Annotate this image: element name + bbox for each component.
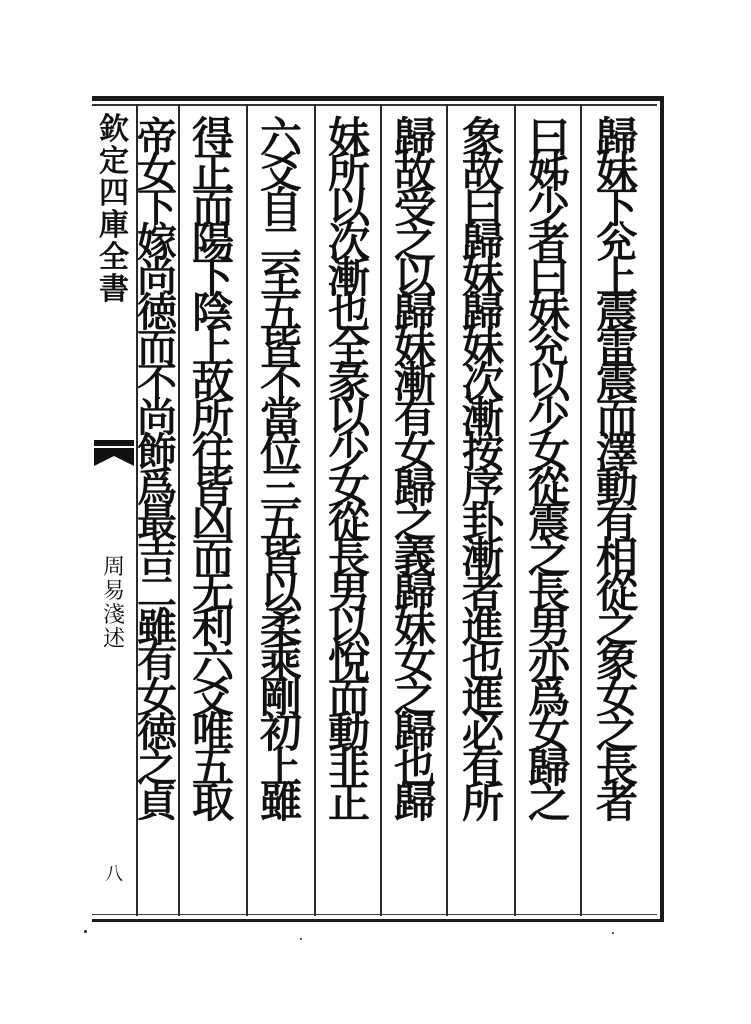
column-char: 不 <box>259 358 302 407</box>
column-char: 而 <box>191 533 234 582</box>
column-char: 男 <box>527 603 570 652</box>
column-char: 動 <box>327 708 370 757</box>
column-char: 三 <box>259 463 302 512</box>
column-char: 次 <box>327 218 370 267</box>
column-char: 爲 <box>527 673 570 722</box>
column-char: 得 <box>191 113 234 162</box>
column-char: 女 <box>393 638 436 687</box>
column-char: 妹 <box>393 323 436 372</box>
column-char: 以 <box>259 568 302 617</box>
column-char: 故 <box>461 148 504 197</box>
column-char: 女 <box>137 149 177 196</box>
column-char: 雷 <box>595 323 638 372</box>
column-char: 上 <box>595 253 638 302</box>
column-rule <box>380 104 382 916</box>
column-char: 歸 <box>393 708 436 757</box>
scan-speck <box>300 938 302 940</box>
column-char: 歸 <box>393 463 436 512</box>
column-char: 當 <box>259 393 302 442</box>
fishtail-mark-icon <box>94 440 134 474</box>
text-column-5 <box>320 113 378 920</box>
margin-collection-title <box>92 114 136 306</box>
column-char: 之 <box>595 603 638 652</box>
column-char: 有 <box>461 743 504 792</box>
column-char: 有 <box>137 639 177 686</box>
column-char: 妹 <box>461 323 504 372</box>
text-column-4 <box>386 113 444 920</box>
column-char: 長 <box>327 533 370 582</box>
column-char: 以 <box>393 253 436 302</box>
column-char: 必 <box>461 708 504 757</box>
column-rule <box>514 104 516 916</box>
column-char: 吉 <box>137 534 177 581</box>
scan-speck <box>84 930 87 933</box>
column-char: 乘 <box>259 638 302 687</box>
column-char: 女 <box>527 708 570 757</box>
text-column-8 <box>136 114 178 920</box>
column-char: 歸 <box>461 288 504 337</box>
margin-title-char: 欽 <box>99 112 129 147</box>
column-char: 象 <box>595 638 638 687</box>
margin-title-char: 書 <box>99 272 129 307</box>
text-column-3 <box>454 113 512 920</box>
column-char: 女 <box>595 673 638 722</box>
column-char: 皆 <box>259 533 302 582</box>
column-char: 者 <box>527 218 570 267</box>
column-char: 帝 <box>137 114 177 161</box>
column-char: 也 <box>327 288 370 337</box>
column-char: 陰 <box>191 288 234 337</box>
column-char: 少 <box>527 183 570 232</box>
margin-title-char: 庫 <box>99 208 129 243</box>
column-char: 正 <box>191 148 234 197</box>
column-char: 下 <box>595 183 638 232</box>
column-char: 初 <box>259 708 302 757</box>
column-char: 曰 <box>461 183 504 232</box>
column-char: 不 <box>137 359 177 406</box>
column-char: 非 <box>327 743 370 792</box>
column-char: 皆 <box>259 323 302 372</box>
column-char: 次 <box>461 358 504 407</box>
column-char: 姊 <box>527 148 570 197</box>
margin-book-title <box>92 556 136 652</box>
margin-page-number: 八 <box>105 864 123 885</box>
column-char: 歸 <box>595 113 638 162</box>
column-char: 下 <box>137 184 177 231</box>
column-char: 所 <box>327 148 370 197</box>
column-char: 妹 <box>595 148 638 197</box>
column-char: 義 <box>393 533 436 582</box>
column-char: 以 <box>527 358 570 407</box>
column-char: 以 <box>327 183 370 232</box>
column-char: 序 <box>461 463 504 512</box>
column-char: 漸 <box>461 533 504 582</box>
column-char: 下 <box>191 253 234 302</box>
column-char: 女 <box>393 428 436 477</box>
column-char: 之 <box>595 708 638 757</box>
column-char: 者 <box>461 568 504 617</box>
column-char: 之 <box>137 744 177 791</box>
column-char: 妹 <box>461 253 504 302</box>
column-char: 而 <box>327 673 370 722</box>
column-char: 六 <box>259 113 302 162</box>
column-char: 爻 <box>191 673 234 722</box>
column-char: 取 <box>191 778 234 827</box>
column-char: 妹 <box>393 603 436 652</box>
column-char: 柔 <box>259 603 302 652</box>
column-char: 嫁 <box>137 219 177 266</box>
column-char: 妹 <box>327 113 370 162</box>
column-char: 曰 <box>527 113 570 162</box>
column-char: 正 <box>327 778 370 827</box>
column-char: 有 <box>595 498 638 547</box>
column-char: 歸 <box>393 568 436 617</box>
column-char: 漸 <box>393 358 436 407</box>
column-char: 女 <box>137 674 177 721</box>
column-char: 二 <box>137 569 177 616</box>
scan-speck <box>612 932 614 934</box>
column-char: 上 <box>191 323 234 372</box>
column-char: 歸 <box>393 288 436 337</box>
column-rule <box>246 104 248 916</box>
margin-title-char: 定 <box>99 144 129 179</box>
column-char: 從 <box>327 498 370 547</box>
column-char: 有 <box>393 393 436 442</box>
column-char: 男 <box>327 568 370 617</box>
column-rule <box>446 104 448 916</box>
column-char: 雖 <box>137 604 177 651</box>
column-rule <box>580 104 582 916</box>
column-char: 受 <box>393 183 436 232</box>
text-column-2 <box>520 113 578 920</box>
column-char: 貞 <box>137 779 177 826</box>
column-char: 歸 <box>393 113 436 162</box>
column-char: 也 <box>393 743 436 792</box>
column-char: 彖 <box>327 358 370 407</box>
column-char: 自 <box>259 183 302 232</box>
text-column-1 <box>588 113 646 920</box>
column-char: 之 <box>527 778 570 827</box>
column-char: 徳 <box>137 289 177 336</box>
column-char: 兊 <box>527 323 570 372</box>
column-char: 五 <box>191 743 234 792</box>
column-char: 故 <box>393 148 436 197</box>
column-char: 女 <box>527 428 570 477</box>
column-char: 飾 <box>137 429 177 476</box>
column-char: 之 <box>393 218 436 267</box>
column-char: 徳 <box>137 709 177 756</box>
column-rule <box>178 104 180 916</box>
frame-inner-top-rule <box>92 104 657 106</box>
margin-book-char: 淺 <box>102 603 125 628</box>
column-char: 六 <box>191 638 234 687</box>
column-char: 尚 <box>137 394 177 441</box>
column-char: 五 <box>259 288 302 337</box>
column-char: 爲 <box>137 464 177 511</box>
column-char: 少 <box>527 393 570 442</box>
column-char: 歸 <box>527 743 570 792</box>
column-char: 之 <box>527 533 570 582</box>
column-char: 以 <box>327 603 370 652</box>
column-char: 象 <box>461 113 504 162</box>
column-char: 剛 <box>259 673 302 722</box>
column-char: 最 <box>137 499 177 546</box>
column-char: 皆 <box>191 463 234 512</box>
column-char: 進 <box>461 673 504 722</box>
column-char: 進 <box>461 603 504 652</box>
column-char: 卦 <box>461 498 504 547</box>
column-char: 五 <box>259 498 302 547</box>
column-char: 所 <box>461 778 504 827</box>
column-char: 者 <box>595 778 638 827</box>
column-char: 上 <box>259 743 302 792</box>
column-char: 以 <box>327 393 370 442</box>
text-column-7 <box>184 113 242 920</box>
column-char: 之 <box>393 498 436 547</box>
column-char: 尚 <box>137 254 177 301</box>
column-char: 長 <box>595 743 638 792</box>
column-char: 之 <box>393 673 436 722</box>
column-char: 漸 <box>461 393 504 442</box>
column-char: 雖 <box>259 778 302 827</box>
column-char: 歸 <box>393 778 436 827</box>
column-char: 少 <box>327 428 370 477</box>
column-char: 震 <box>595 288 638 337</box>
column-char: 二 <box>259 218 302 267</box>
column-char: 无 <box>191 568 234 617</box>
column-char: 陽 <box>191 218 234 267</box>
column-char: 凶 <box>191 498 234 547</box>
column-char: 亦 <box>527 638 570 687</box>
margin-title-char: 四 <box>99 176 129 211</box>
column-char: 故 <box>191 358 234 407</box>
column-char: 至 <box>259 253 302 302</box>
column-char: 位 <box>259 428 302 477</box>
column-char: 震 <box>595 358 638 407</box>
column-char: 震 <box>527 498 570 547</box>
column-char: 女 <box>327 463 370 512</box>
column-char: 從 <box>527 463 570 512</box>
column-char: 從 <box>595 568 638 617</box>
column-char: 悅 <box>327 638 370 687</box>
column-char: 利 <box>191 603 234 652</box>
column-char: 全 <box>327 323 370 372</box>
column-char: 曰 <box>527 253 570 302</box>
column-char: 漸 <box>327 253 370 302</box>
column-char: 而 <box>191 183 234 232</box>
margin-book-char: 述 <box>102 627 125 652</box>
margin-title-char: 全 <box>99 240 129 275</box>
column-char: 而 <box>595 393 638 442</box>
margin-book-char: 周 <box>102 555 125 580</box>
page-margin-column <box>92 108 136 916</box>
column-char: 按 <box>461 428 504 477</box>
column-char: 所 <box>191 393 234 442</box>
text-column-6 <box>252 113 310 920</box>
column-char: 爻 <box>259 148 302 197</box>
column-char: 歸 <box>461 218 504 267</box>
column-char: 兊 <box>595 218 638 267</box>
column-char: 動 <box>595 463 638 512</box>
column-char: 相 <box>595 533 638 582</box>
column-char: 往 <box>191 428 234 477</box>
column-char: 長 <box>527 568 570 617</box>
column-char: 而 <box>137 324 177 371</box>
margin-book-char: 易 <box>102 579 125 604</box>
column-char: 澤 <box>595 428 638 477</box>
column-char: 妹 <box>527 288 570 337</box>
column-char: 也 <box>461 638 504 687</box>
column-char: 唯 <box>191 708 234 757</box>
column-rule <box>314 104 316 916</box>
